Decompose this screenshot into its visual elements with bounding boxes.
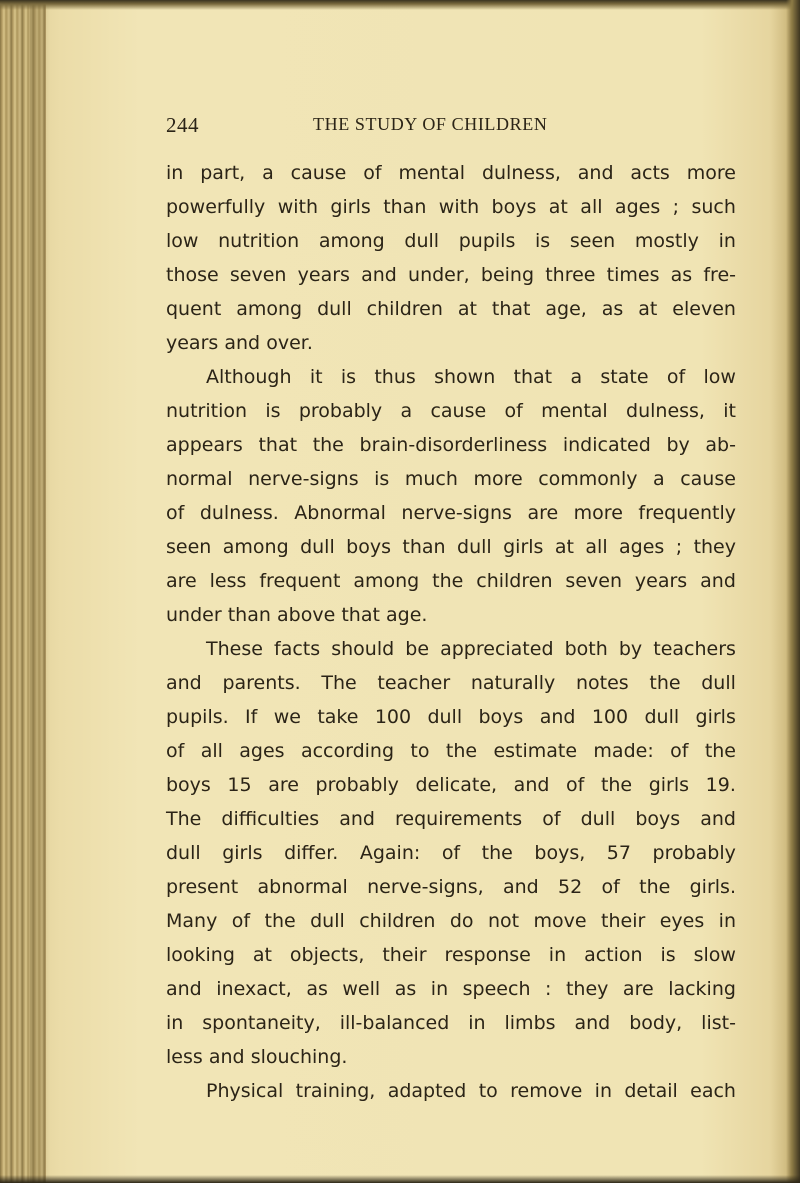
body-text (166, 156, 736, 1108)
text-line: low nutrition among dull pupils is seen mostly in (166, 230, 736, 252)
text-line: boys 15 are probably delicate, and of the girls 19. (166, 774, 736, 796)
text-line: The difficulties and requirements of dull boys and (166, 808, 736, 830)
text-line: Physical training, adapted to remove in detail each (206, 1080, 736, 1102)
text-line: are less frequent among the children seven years and (166, 570, 736, 592)
text-line: in spontaneity, ill-balanced in limbs and body, list- (166, 1012, 736, 1034)
text-line: under than above that age. (166, 604, 428, 626)
running-head-title: THE STUDY OF CHILDREN (313, 114, 548, 134)
page-binding-edge (0, 0, 46, 1183)
text-line: those seven years and under, being three times as fre- (166, 264, 736, 286)
text-line: appears that the brain-disorderliness indicated by ab- (166, 434, 736, 456)
text-line: seen among dull boys than dull girls at all ages ; they (166, 536, 736, 558)
text-line: Although it is thus shown that a state of low (206, 366, 736, 388)
text-line: of all ages according to the estimate made: of the (166, 740, 736, 762)
page-top-edge (0, 0, 800, 10)
text-line: dull girls differ. Again: of the boys, 57 probably (166, 842, 736, 864)
text-line: years and over. (166, 332, 313, 354)
text-line: looking at objects, their response in action is slow (166, 944, 736, 966)
text-line: powerfully with girls than with boys at all ages ; such (166, 196, 736, 218)
text-line: pupils. If we take 100 dull boys and 100 dull girls (166, 706, 736, 728)
text-line: of dulness. Abnormal nerve-signs are more frequently (166, 502, 736, 524)
page-right-edge (786, 0, 800, 1183)
text-line: present abnormal nerve-signs, and 52 of the girls. (166, 876, 736, 898)
running-head (166, 113, 736, 143)
text-line: and parents. The teacher naturally notes the dull (166, 672, 736, 694)
page-bottom-edge (0, 1175, 800, 1183)
text-line: Many of the dull children do not move their eyes in (166, 910, 736, 932)
text-line: less and slouching. (166, 1046, 348, 1068)
text-line: and inexact, as well as in speech : they are lacking (166, 978, 736, 1000)
text-line: in part, a cause of mental dulness, and acts more (166, 162, 736, 184)
text-line: These facts should be appreciated both by teachers (206, 638, 736, 660)
text-line: normal nerve-signs is much more commonly a cause (166, 468, 736, 490)
text-line: quent among dull children at that age, as at eleven (166, 298, 736, 320)
text-line: nutrition is probably a cause of mental dulness, it (166, 400, 736, 422)
page-number: 244 (166, 113, 199, 137)
